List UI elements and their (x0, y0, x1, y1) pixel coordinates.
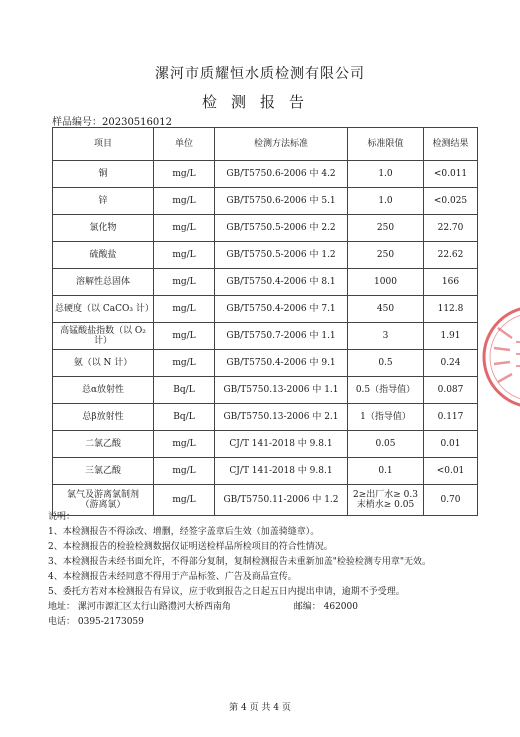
cell-limit: 1（指导值） (348, 404, 424, 431)
header-limit: 标准限值 (348, 128, 424, 161)
cell-result: <0.011 (424, 161, 478, 188)
table-header-row (53, 128, 478, 161)
cell-method: CJ/T 141-2018 中 9.8.1 (215, 458, 348, 485)
cell-method: GB/T5750.4-2006 中 7.1 (215, 296, 348, 323)
page-number: 第 4 页 共 4 页 (229, 703, 291, 713)
cell-unit: mg/L (154, 350, 215, 377)
cell-limit: 250 (348, 242, 424, 269)
address-line (48, 600, 431, 615)
cell-item: 三氯乙酸 (53, 458, 154, 485)
cell-item: 氨（以 N 计） (53, 350, 154, 377)
cell-unit: mg/L (154, 161, 215, 188)
cell-item: 二氯乙酸 (53, 431, 154, 458)
cell-method: GB/T5750.13-2006 中 1.1 (215, 377, 348, 404)
cell-method: GB/T5750.7-2006 中 1.1 (215, 323, 348, 350)
cell-item: 硫酸盐 (53, 242, 154, 269)
cell-unit: mg/L (154, 188, 215, 215)
cell-unit: Bq/L (154, 404, 215, 431)
cell-result: 0.01 (424, 431, 478, 458)
cell-unit: Bq/L (154, 377, 215, 404)
cell-unit: mg/L (154, 485, 215, 516)
cell-result: 22.70 (424, 215, 478, 242)
header-item: 项目 (53, 128, 154, 161)
postcode: 邮编： 462000 (293, 602, 358, 612)
cell-result: <0.01 (424, 458, 478, 485)
cell-method: GB/T5750.4-2006 中 9.1 (215, 350, 348, 377)
cell-unit: mg/L (154, 269, 215, 296)
cell-limit: 0.5（指导值） (348, 377, 424, 404)
company-name: 漯河市质耀恒水质检测有限公司 (155, 66, 365, 82)
cell-item: 锌 (53, 188, 154, 215)
item-line: （游离氯） (80, 500, 126, 510)
table-row (53, 458, 478, 485)
cell-unit: mg/L (154, 296, 215, 323)
inspection-seal-stamp (478, 298, 520, 416)
cell-method: GB/T5750.13-2006 中 2.1 (215, 404, 348, 431)
phone: 电话： 0395-2173059 (48, 617, 144, 627)
cell-limit: 1.0 (348, 161, 424, 188)
table-row (53, 269, 478, 296)
cell-limit: 1.0 (348, 188, 424, 215)
note-item: 1、本检测报告不得涂改、增删，经签字盖章后生效（加盖骑缝章）。 (48, 527, 320, 537)
report-title: 检测报告 (201, 93, 318, 111)
header-unit: 单位 (154, 128, 215, 161)
table-row (53, 323, 478, 350)
cell-unit: mg/L (154, 431, 215, 458)
cell-item: 高锰酸盐指数（以 O₂ 计） (53, 323, 154, 350)
table-row (53, 350, 478, 377)
table-row (53, 431, 478, 458)
header-method: 检测方法标准 (215, 128, 348, 161)
cell-method: GB/T5750.11-2006 中 1.2 (215, 485, 348, 516)
cell-limit: 0.1 (348, 458, 424, 485)
cell-unit: mg/L (154, 458, 215, 485)
cell-result: 112.8 (424, 296, 478, 323)
note-item: 5、委托方若对本检测报告有异议，应于收到报告之日起五日内提出申请，逾期不予受理。 (48, 587, 405, 597)
cell-limit: 3 (348, 323, 424, 350)
cell-method: GB/T5750.5-2006 中 2.2 (215, 215, 348, 242)
cell-method: CJ/T 141-2018 中 9.8.1 (215, 431, 348, 458)
cell-method: GB/T5750.6-2006 中 5.1 (215, 188, 348, 215)
cell-unit: mg/L (154, 323, 215, 350)
limit-line: 2≥出厂水≥ 0.3 (353, 490, 418, 500)
notes-section (48, 510, 431, 630)
sample-number: 样品编号：20230516012 (52, 117, 172, 128)
cell-item: 溶解性总固体 (53, 269, 154, 296)
item-line: 氯气及游离氯制剂 (66, 490, 139, 500)
table-row (53, 296, 478, 323)
cell-limit: 0.5 (348, 350, 424, 377)
note-item: 4、本检测报告未经同意不得用于产品标签、广告及商品宣传。 (48, 572, 297, 582)
table-row (53, 188, 478, 215)
cell-limit: 0.05 (348, 431, 424, 458)
cell-item: 总硬度（以 CaCO₃ 计） (53, 296, 154, 323)
cell-unit: mg/L (154, 215, 215, 242)
table-row (53, 215, 478, 242)
address: 地址： 漯河市源汇区太行山路澧河大桥西南角 (48, 602, 231, 612)
results-table (52, 127, 478, 516)
cell-limit: 250 (348, 215, 424, 242)
table-row (53, 377, 478, 404)
limit-line: 末梢水≥ 0.05 (356, 500, 415, 510)
cell-limit: 1000 (348, 269, 424, 296)
cell-result: 166 (424, 269, 478, 296)
cell-limit: 450 (348, 296, 424, 323)
note-item: 2、本检测报告的检验检测数据仅证明送检样品所检项目的符合性情况。 (48, 542, 333, 552)
cell-result: 22.62 (424, 242, 478, 269)
cell-unit: mg/L (154, 242, 215, 269)
cell-method: GB/T5750.5-2006 中 1.2 (215, 242, 348, 269)
notes-heading: 说明： (48, 512, 76, 522)
cell-result: 0.117 (424, 404, 478, 431)
cell-item: 氯化物 (53, 215, 154, 242)
table-row (53, 161, 478, 188)
cell-item: 铜 (53, 161, 154, 188)
table-row (53, 404, 478, 431)
cell-result: 0.24 (424, 350, 478, 377)
cell-result: 0.087 (424, 377, 478, 404)
cell-item: 总β放射性 (53, 404, 154, 431)
header-result: 检测结果 (424, 128, 478, 161)
table-row (53, 242, 478, 269)
cell-method: GB/T5750.6-2006 中 4.2 (215, 161, 348, 188)
cell-result: <0.025 (424, 188, 478, 215)
cell-item: 总α放射性 (53, 377, 154, 404)
cell-method: GB/T5750.4-2006 中 8.1 (215, 269, 348, 296)
note-item: 3、本检测报告未经书面允许，不得部分复制，复制检测报告未重新加盖"检验检测专用章"无效。 (48, 557, 432, 567)
cell-result: 1.91 (424, 323, 478, 350)
cell-result: 0.70 (424, 485, 478, 516)
